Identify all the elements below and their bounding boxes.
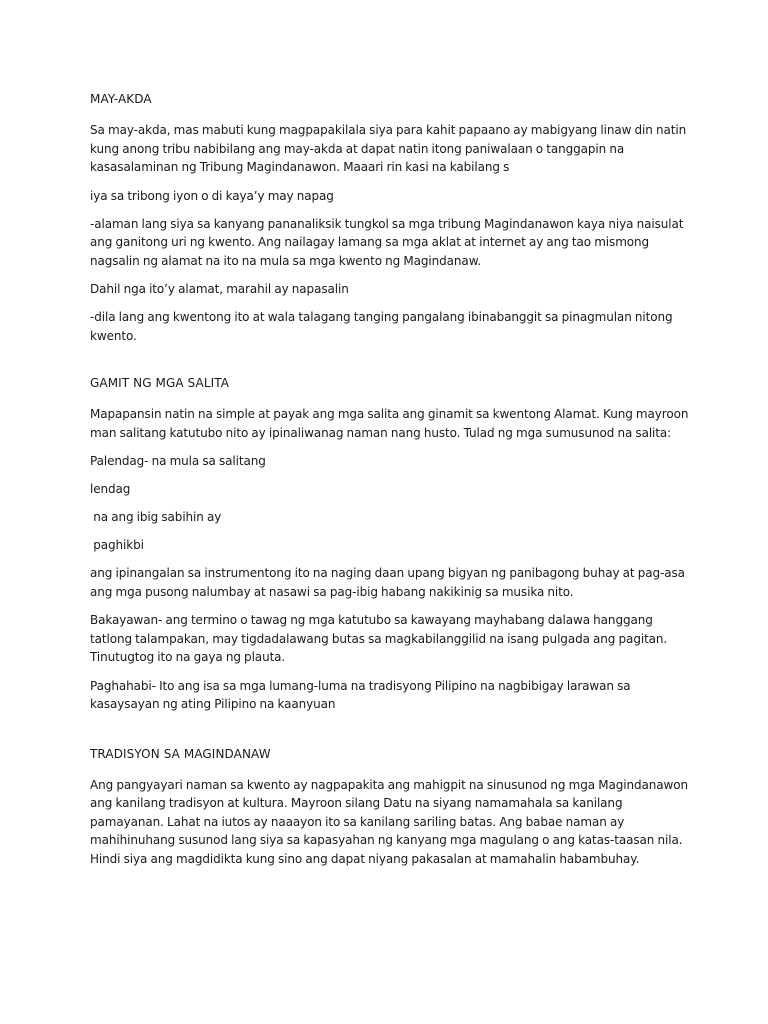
paragraph: na ang ibig sabihin ay [90, 510, 222, 524]
paragraph: Sa may-akda, mas mabuti kung magpapakilala siya para kahit papaano ay mabigyang linaw din natin kung anong tribu nabibilang ang may-akda at dapat natin itong paniwalaan o tanggapin na kasasalaminan ng Tribung Magindanawon. Maaari rin kasi na kabilang s [90, 123, 687, 174]
paragraph: -dila lang ang kwentong ito at wala talagang tanging pangalang ibinabanggit sa pinagmulan nitong kwento. [90, 310, 673, 343]
paragraph: iya sa tribong iyon o di kaya’y may napag [90, 188, 334, 203]
paragraph: ang ipinangalan sa instrumentong ito na naging daan upang bigyan ng panibagong buhay at pag-asa ang mga pusong nalumbay at nasawi sa pag-ibig habang nakikinig sa musika nito. [90, 566, 685, 599]
section-tradisyon-sa-magindanaw [90, 745, 690, 869]
paragraph: Palendag- na mula sa salitang [90, 454, 266, 468]
section-gamit-ng-mga-salita [90, 374, 690, 714]
paragraph: Bakayawan- ang termino o tawag ng mga katutubo sa kawayang mayhabang dalawa hanggang tatlong talampakan, may tigdadalawang butas sa magkabilangg​ilid na isang pulgada ang pagitan. Tinutugtog ito na gaya ng plauta. [90, 613, 668, 664]
paragraph: Paghahabi- Ito ang isa sa mga lumang-luma na tradisyong Pilipino na nagbibigay larawan sa kasaysayan ng ating Pilipino na kaanyuan [90, 678, 631, 711]
paragraph: -alaman lang siya sa kanyang pananaliksik tungkol sa mga tribung Magindanawon kaya niya naisulat ang ganitong uri ng kwento. Ang nailagay lamang sa mga aklat at internet ay ang tao mismong nagsalin ng alamat na ito na mula sa mga kwento ng Magindanaw. [90, 216, 684, 268]
paragraph: lendag [90, 482, 131, 496]
paragraph: Dahil nga ito’y alamat, marahil ay napasalin [90, 282, 349, 296]
paragraph: Mapapansin natin na simple at payak ang mga salita ang ginamit sa kwentong Alamat. Kung mayroon man salitang katutubo nito ay ipinaliwanag naman nang husto. Tulad ng mga sumusunod na salita: [90, 407, 689, 440]
paragraph: paghikbi [90, 538, 144, 552]
section-heading: MAY-AKDA [90, 92, 152, 106]
section-may-akda [90, 90, 690, 345]
paragraph: Ang pangyayari naman sa kwento ay nagpapakita ang mahigpit na sinusunod ng mga Magindanawon ang kanilang tradisyon at kultura. Mayroon silang Datu na siyang namamahala sa kanilang pamayanan. Lahat na iutos ay naaayon ito sa kanilang sariling batas. Ang babae naman ay mahihinuhang susunod lang siya sa kapasyahan ng kanyang mga magulang o ang katas-taasan nila. Hindi siya ang magdidikta kung sino ang dapat niyang pakasalan at mamahalin habambuhay. [90, 777, 688, 866]
section-heading: GAMIT NG MGA SALITA [90, 376, 230, 390]
section-heading: TRADISYON SA MAGINDANAW [90, 746, 271, 761]
document-page [90, 90, 690, 878]
